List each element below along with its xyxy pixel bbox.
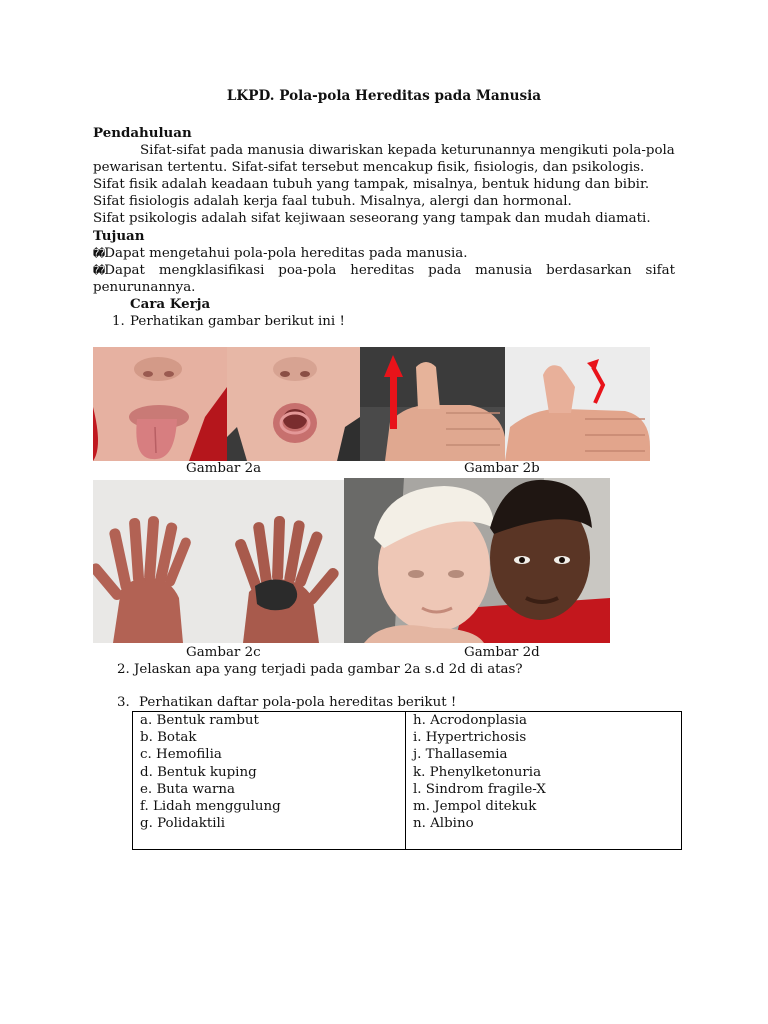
photo-polydactyly-hands xyxy=(93,480,344,643)
photo-tongue-flat xyxy=(93,347,227,461)
photo-thumb-bent xyxy=(505,347,650,461)
photo-thumb-straight xyxy=(360,347,505,461)
heredity-patterns-table xyxy=(132,711,682,850)
intro-line-5: Sifat psikologis adalah sifat kejiwaan seseorang yang tampak dan mudah diamati. xyxy=(93,211,651,226)
list-item: j. Thallasemia xyxy=(413,747,508,763)
list-item: i. Hypertrichosis xyxy=(413,730,527,746)
caption-gambar-2b: Gambar 2b xyxy=(464,461,540,476)
goals-heading: Tujuan xyxy=(93,228,145,244)
photo-tongue-rolled xyxy=(227,347,360,461)
intro-line-1: Sifat-sifat pada manusia diwariskan kepada keturunannya mengikuti pola-pola xyxy=(140,143,675,158)
goal-item-2 xyxy=(93,262,675,279)
table-cell-right xyxy=(406,712,682,850)
step-3-text: Perhatikan daftar pola-pola hereditas berikut ! xyxy=(139,695,457,710)
list-item: k. Phenylketonuria xyxy=(413,764,542,780)
intro-line-3: Sifat fisik adalah keadaan tubuh yang tampak, misalnya, bentuk hidung dan bibir. xyxy=(93,177,650,192)
bullet-glyph: �� xyxy=(93,264,105,277)
goal-item-2-text: Dapat mengklasifikasi poa-pola hereditas pada manusia berdasarkan sifat xyxy=(104,263,675,278)
list-item: l. Sindrom fragile-X xyxy=(413,781,546,797)
list-item: m. Jempol ditekuk xyxy=(413,799,537,815)
bullet-glyph: �� xyxy=(93,247,105,260)
table-row xyxy=(133,712,682,850)
method-heading: Cara Kerja xyxy=(130,296,211,312)
intro-line-2: pewarisan tertentu. Sifat-sifat tersebut mencakup fisik, fisiologis, dan psikologis. xyxy=(93,160,645,175)
intro-line-4: Sifat fisiologis adalah kerja faal tubuh. Misalnya, alergi dan hormonal. xyxy=(93,194,572,209)
list-item: b. Botak xyxy=(140,730,197,746)
step-1-text: Perhatikan gambar berikut ini ! xyxy=(130,314,345,329)
goal-item-1-text: Dapat mengetahui pola-pola hereditas pada manusia. xyxy=(104,246,468,261)
photo-albino-portrait xyxy=(344,478,610,643)
list-item: a. Bentuk rambut xyxy=(140,713,259,728)
list-item: f. Lidah menggulung xyxy=(140,799,281,815)
caption-gambar-2c: Gambar 2c xyxy=(186,645,261,660)
goal-item-1 xyxy=(93,245,468,262)
goal-item-2-cont: penurunannya. xyxy=(93,280,196,295)
list-item: g. Polidaktili xyxy=(140,816,226,832)
step-3-number: 3. xyxy=(117,695,130,710)
list-item: c. Hemofilia xyxy=(140,747,222,763)
list-item: d. Bentuk kuping xyxy=(140,764,257,780)
intro-heading: Pendahuluan xyxy=(93,125,192,141)
page-title: LKPD. Pola-pola Hereditas pada Manusia xyxy=(226,88,542,104)
caption-gambar-2d: Gambar 2d xyxy=(464,645,540,660)
list-item: h. Acrodonplasia xyxy=(413,713,528,728)
list-item: n. Albino xyxy=(413,816,474,832)
table-cell-left xyxy=(133,712,406,850)
list-item: e. Buta warna xyxy=(140,781,235,797)
step-1-number: 1. xyxy=(112,314,125,329)
step-2-text: 2. Jelaskan apa yang terjadi pada gambar 2a s.d 2d di atas? xyxy=(117,662,523,677)
caption-gambar-2a: Gambar 2a xyxy=(186,461,262,476)
